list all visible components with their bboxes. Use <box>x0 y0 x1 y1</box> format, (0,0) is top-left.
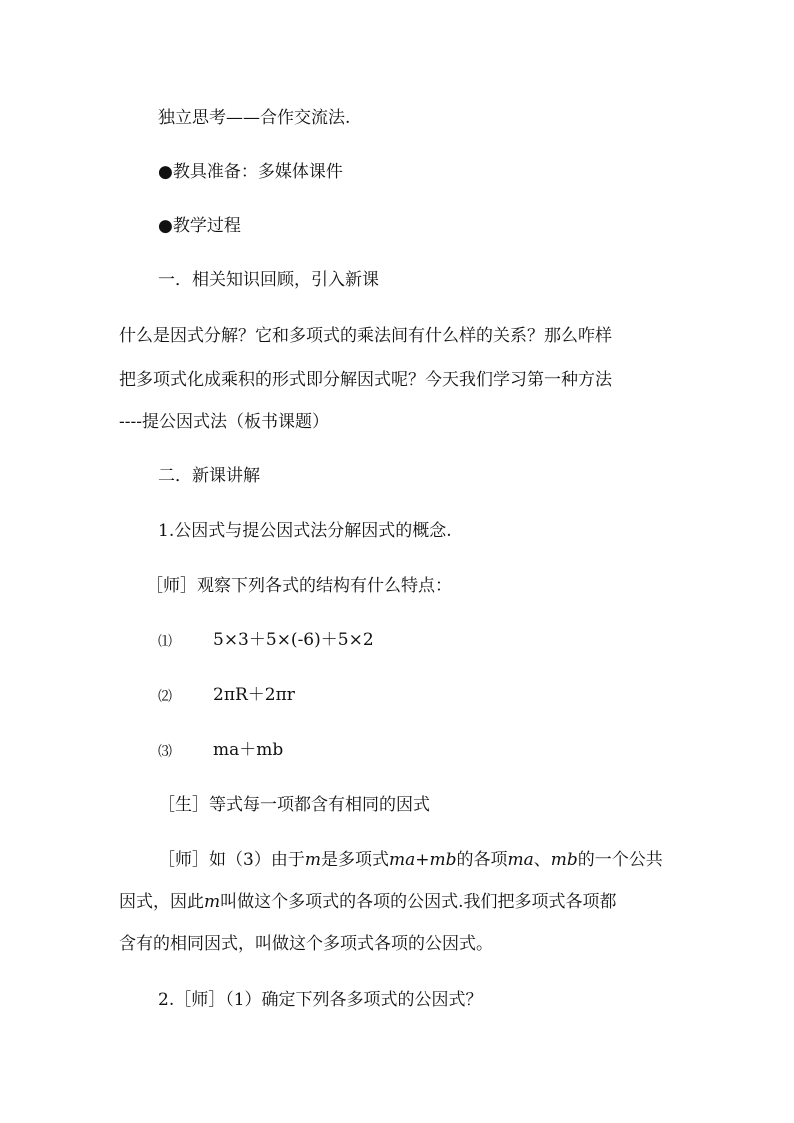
teacher-prompt: ［师］观察下列各式的结构有什么特点： <box>146 576 452 596</box>
text-segment: 叫做这个多项式的各项的公因式.我们把多项式各项都 <box>220 892 617 912</box>
formula-expression: 2πR＋2πr <box>213 685 295 705</box>
math-variable: m <box>304 850 321 870</box>
teacher-explanation-line-1 <box>158 848 794 872</box>
heading-teaching-process: ●教学过程 <box>158 216 241 236</box>
paragraph-intro-line-1: 什么是因式分解？它和多项式的乘法间有什么样的关系？那么咋样 <box>119 326 612 346</box>
text-segment: ［师］如（3）由于 <box>158 850 305 870</box>
formula-expression: 5×3＋5×(-6)＋5×2 <box>213 630 374 650</box>
formula-2 <box>0 683 794 707</box>
text-segment: 是多项式 <box>320 850 389 870</box>
section-heading-2: 二．新课讲解 <box>158 466 260 486</box>
paragraph-teaching-aids: ●教具准备：多媒体课件 <box>158 162 343 182</box>
math-expression: ma <box>507 850 534 870</box>
formula-1 <box>0 628 794 652</box>
paragraph-intro-line-2: 把多项式化成乘积的形式即分解因式呢？今天我们学习第一种方法 <box>119 370 612 390</box>
text-segment: 的各项 <box>456 850 508 870</box>
teacher-explanation-line-3: 含有的相同因式，叫做这个多项式各项的公因式。 <box>119 934 493 954</box>
formula-number: ⑶ <box>158 744 172 760</box>
subsection-heading-2: 2.［师］（1）确定下列各多项式的公因式？ <box>158 990 483 1010</box>
formula-3 <box>0 738 794 762</box>
text-segment: 、 <box>533 850 551 870</box>
text-segment: 因式，因此 <box>119 892 204 912</box>
paragraph-method: 独立思考——合作交流法. <box>158 108 351 128</box>
math-expression: mb <box>550 850 578 870</box>
formula-number: ⑴ <box>158 634 172 650</box>
student-answer: ［生］等式每一项都含有相同的因式 <box>158 795 430 815</box>
formula-number: ⑵ <box>158 689 172 705</box>
subsection-heading-1: 1.公因式与提公因式法分解因式的概念. <box>158 521 452 541</box>
teacher-explanation-line-2 <box>119 890 794 914</box>
math-expression: ma+mb <box>388 850 457 870</box>
section-heading-1: 一．相关知识回顾，引入新课 <box>158 270 379 290</box>
formula-expression: ma＋mb <box>213 740 284 760</box>
text-segment: 的一个公共 <box>577 850 663 870</box>
paragraph-intro-line-3: ----提公因式法（板书课题） <box>119 412 329 432</box>
math-variable: m <box>204 892 221 912</box>
